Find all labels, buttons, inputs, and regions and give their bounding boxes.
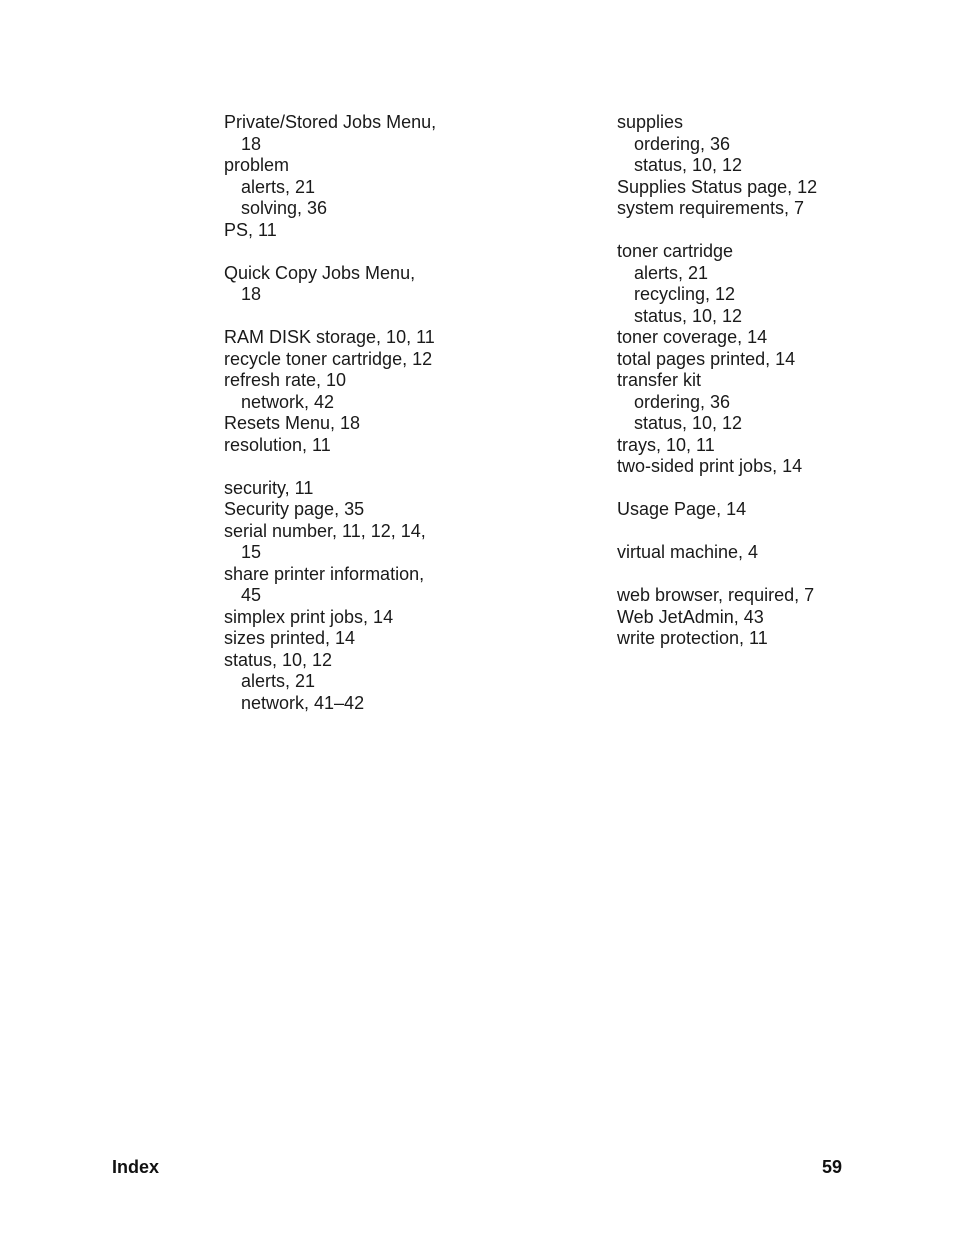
index-entry: share printer information,: [224, 563, 425, 584]
index-entry: serial number, 11, 12, 14,: [224, 520, 426, 541]
index-subentry: network, 41–42: [241, 692, 365, 713]
index-entry: security, 11: [224, 477, 314, 498]
index-subentry: recycling, 12: [634, 284, 736, 304]
index-entry-continuation: 18: [241, 284, 262, 304]
index-spacer: [617, 478, 947, 500]
index-entry: Supplies Status page, 12: [617, 176, 818, 197]
index-entry: toner coverage, 14: [617, 327, 768, 347]
index-entry: system requirements, 7: [617, 198, 805, 218]
index-entry: Security page, 35: [224, 499, 365, 519]
index-entry-continuation: 45: [241, 585, 262, 605]
index-entry-continuation: 18: [241, 133, 262, 154]
index-entry: status, 10, 12: [224, 649, 333, 670]
index-subentry: network, 42: [241, 391, 335, 412]
index-entry: trays, 10, 11: [617, 434, 715, 455]
index-entry: RAM DISK storage, 10, 11: [224, 327, 435, 347]
index-spacer: [617, 220, 947, 242]
index-entry: resolution, 11: [224, 434, 331, 455]
index-entry: two-sided print jobs, 14: [617, 456, 803, 476]
index-entry: supplies: [617, 112, 684, 132]
index-entry: virtual machine, 4: [617, 542, 759, 562]
index-spacer: [224, 306, 554, 328]
index-column-right: [617, 112, 947, 650]
index-subentry: alerts, 21: [241, 176, 316, 197]
index-entry: Resets Menu, 18: [224, 413, 361, 433]
index-subentry: alerts, 21: [241, 671, 316, 691]
index-spacer: [617, 521, 947, 543]
index-entry: Usage Page, 14: [617, 499, 747, 519]
index-subentry: ordering, 36: [634, 391, 731, 412]
index-subentry: status, 10, 12: [634, 413, 743, 433]
index-spacer: [224, 456, 554, 478]
index-subentry: status, 10, 12: [634, 305, 743, 326]
footer-page-number: 59: [821, 1157, 842, 1177]
index-entry: PS, 11: [224, 219, 277, 240]
index-entry: web browser, required, 7: [617, 585, 815, 605]
index-entry: toner cartridge: [617, 241, 734, 261]
index-entry: write protection, 11: [617, 628, 768, 648]
index-subentry: ordering, 36: [634, 133, 731, 154]
index-entry: simplex print jobs, 14: [224, 606, 394, 627]
index-spacer: [617, 564, 947, 586]
index-subentry: status, 10, 12: [634, 155, 743, 175]
index-subentry: alerts, 21: [634, 262, 709, 283]
index-entry: Private/Stored Jobs Menu,: [224, 112, 437, 132]
index-entry: Quick Copy Jobs Menu,: [224, 262, 416, 283]
index-entry: refresh rate, 10: [224, 370, 347, 390]
footer-section-title: Index: [112, 1157, 160, 1177]
index-entry: total pages printed, 14: [617, 348, 796, 369]
index-column-left: [224, 112, 554, 714]
index-entry: transfer kit: [617, 370, 702, 390]
index-spacer: [224, 241, 554, 263]
index-entry: Web JetAdmin, 43: [617, 606, 764, 627]
index-subentry: solving, 36: [241, 198, 328, 218]
index-entry: problem: [224, 155, 290, 175]
index-entry-continuation: 15: [241, 542, 262, 562]
index-entry: recycle toner cartridge, 12: [224, 348, 433, 369]
index-entry: sizes printed, 14: [224, 628, 356, 648]
